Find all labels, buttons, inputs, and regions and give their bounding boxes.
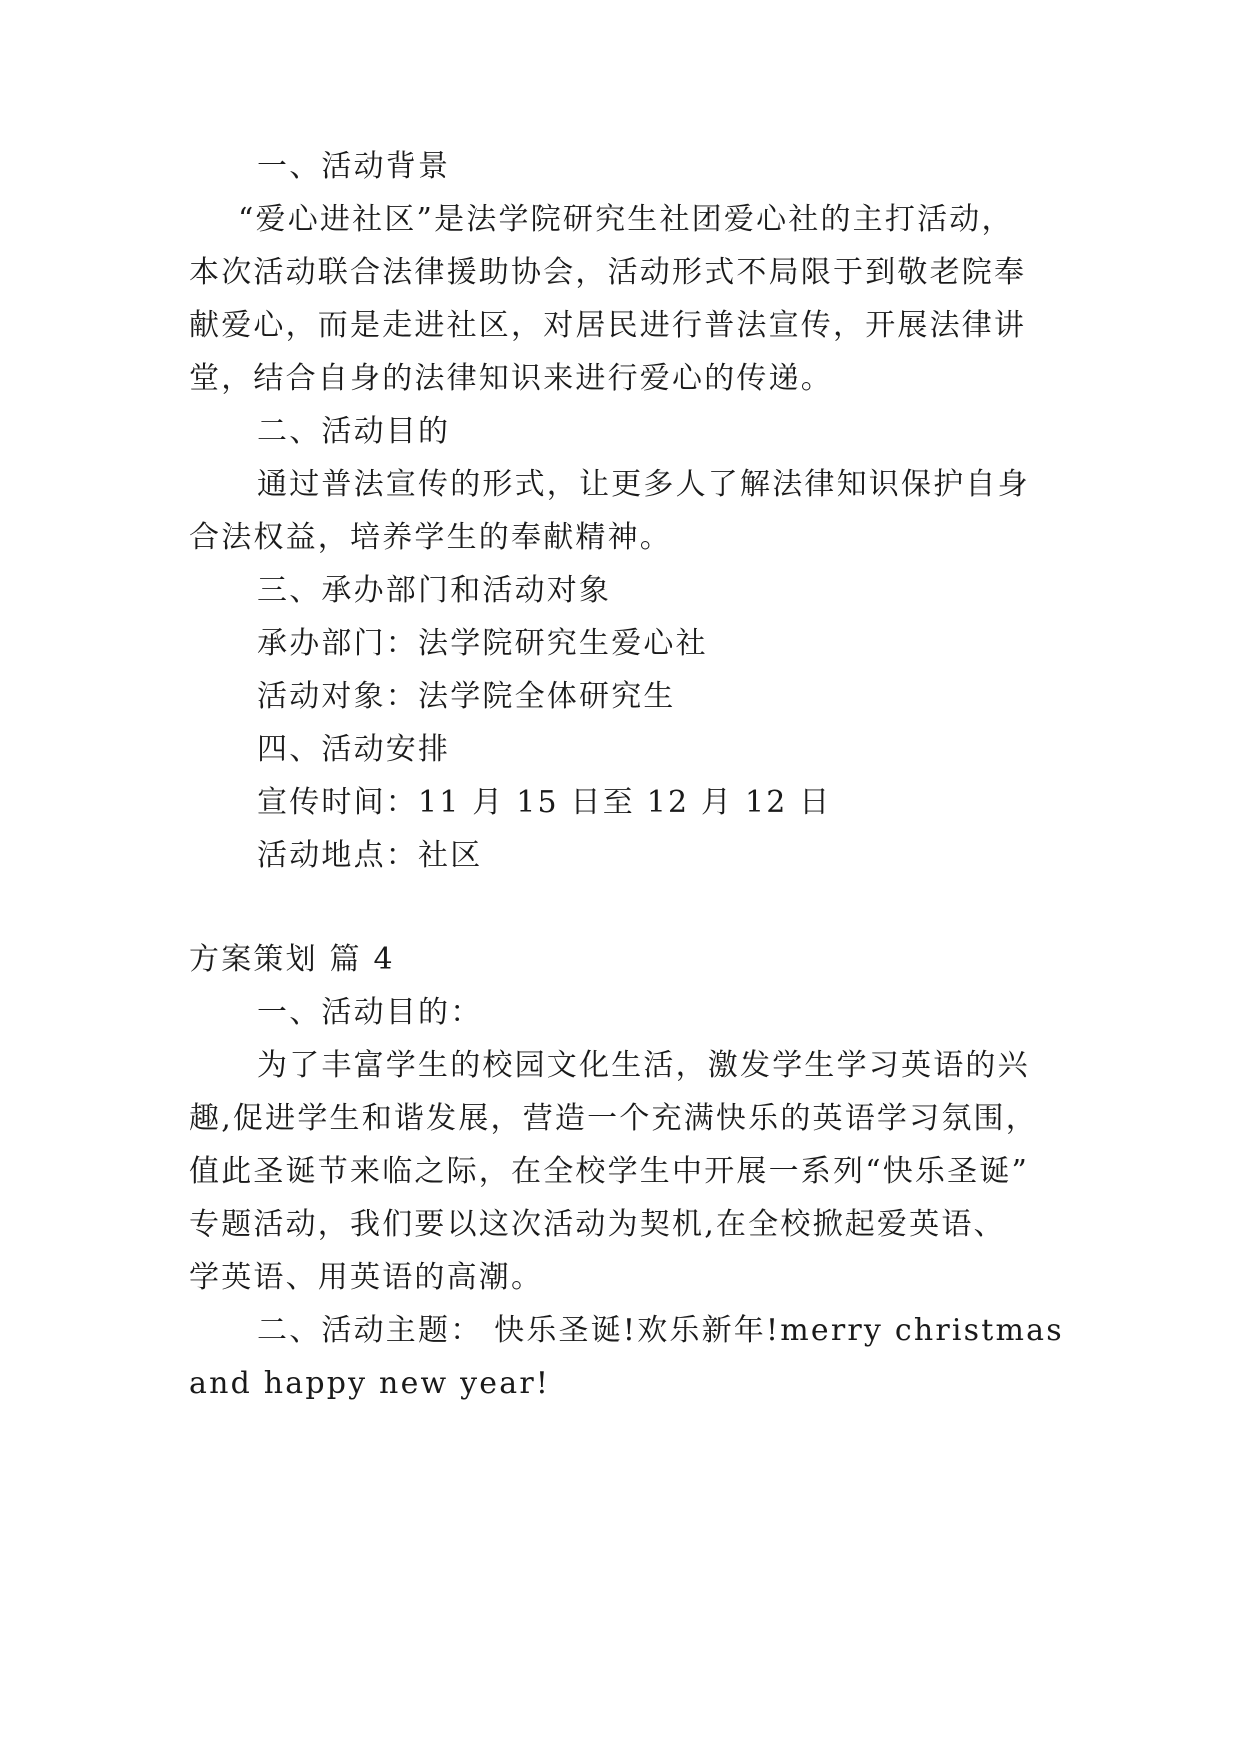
paragraph-line: “爱心进社区”是法学院研究生社团爱心社的主打活动， — [238, 202, 1014, 237]
paragraph-line: 学英语、用英语的高潮。 — [189, 1260, 544, 1295]
paragraph-line: 专题活动，我们要以这次活动为契机,在全校掀起爱英语、 — [189, 1207, 1006, 1242]
organizer-dept: 承办部门：法学院研究生爱心社 — [257, 626, 708, 661]
paragraph-line: 值此圣诞节来临之际，在全校学生中开展一系列“快乐圣诞” — [189, 1154, 1030, 1189]
organizer-target: 活动对象：法学院全体研究生 — [257, 679, 676, 714]
theme-continuation: and happy new year! — [189, 1366, 551, 1401]
plan-place: 活动地点：社区 — [257, 838, 483, 873]
heading-theme: 二、活动主题： 快乐圣诞!欢乐新年!merry christmas — [257, 1313, 1064, 1348]
paragraph-line: 献爱心，而是走进社区，对居民进行普法宣传，开展法律讲 — [189, 308, 1027, 343]
heading-plan: 四、活动安排 — [257, 732, 451, 767]
paragraph-line: 通过普法宣传的形式，让更多人了解法律知识保护自身 — [257, 467, 1030, 502]
heading-organizer: 三、承办部门和活动对象 — [257, 573, 612, 608]
paragraph-line: 合法权益，培养学生的奉献精神。 — [189, 520, 672, 555]
heading-goal-4: 一、活动目的： — [257, 995, 483, 1030]
heading-background: 一、活动背景 — [257, 149, 451, 184]
paragraph-line: 堂，结合自身的法律知识来进行爱心的传递。 — [189, 361, 833, 396]
plan-time: 宣传时间：11 月 15 日至 12 月 12 日 — [257, 785, 832, 820]
heading-goal: 二、活动目的 — [257, 414, 451, 449]
paragraph-line: 为了丰富学生的校园文化生活，激发学生学习英语的兴 — [257, 1048, 1030, 1083]
paragraph-line: 本次活动联合法律援助协会，活动形式不局限于到敬老院奉 — [189, 255, 1027, 290]
section-title: 方案策划 篇 4 — [189, 942, 395, 977]
paragraph-line: 趣,促进学生和谐发展，营造一个充满快乐的英语学习氛围， — [189, 1101, 1038, 1136]
